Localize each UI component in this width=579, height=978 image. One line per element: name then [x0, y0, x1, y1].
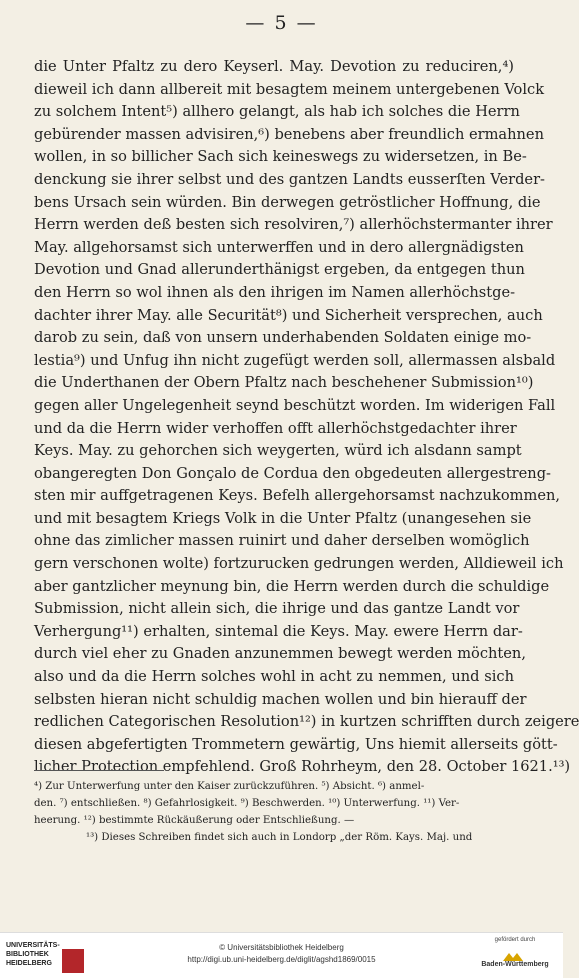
body-line: diesen abgefertigten Trommetern gewärtig, Uns hiemit allerseits gött-	[34, 735, 558, 753]
funded-by-text: gefördert durch	[494, 937, 536, 943]
library-name-line: BIBLIOTHEK	[6, 951, 49, 958]
body-line: gebürender massen advisiren,⁶) benebens aber freundlich ermahnen	[34, 125, 544, 143]
state-emblem-icon	[501, 951, 525, 963]
body-line: Submission, nicht allein sich, die ihrige und das gantze Landt vor	[34, 600, 520, 618]
library-footer	[0, 932, 563, 978]
footnote-line: heerung. ¹²) bestimmte Rückäußerung oder Entschließung. —	[34, 815, 355, 826]
funding-block	[475, 937, 555, 968]
footnotes	[34, 778, 514, 846]
body-line: wollen, in so billicher Sach sich keineswegs zu widersetzen, in Be-	[34, 148, 527, 166]
body-line: redlichen Categorischen Resolution¹²) in kurtzen schrifften durch zeigere	[34, 713, 579, 731]
body-line: Herrn werden deß besten sich resolviren,⁷) allerhöchstermanter ihrer	[34, 216, 553, 234]
body-line: licher Protection empfehlend. Groß Rohrheym, den 28. October 1621.¹³)	[34, 758, 571, 776]
body-line: Keys. May. zu gehorchen sich weygerten, würd ich alsdann sampt	[34, 442, 522, 460]
body-line: bens Ursach sein würden. Bin derwegen getröstlicher Hoffnung, die	[34, 193, 541, 211]
body-line: den Herrn so wol ihnen als den ihrigen im Namen allerhöchstge-	[34, 283, 516, 301]
body-line: May. allgehorsamst sich unterwerffen und in dero allergnädigsten	[34, 238, 524, 256]
body-line: dachter ihrer May. alle Securität⁸) und Sicherheit versprechen, auch	[34, 306, 543, 324]
body-line: gern verschonen wolte) fortzurucken gedrungen werden, Alldieweil ich	[34, 555, 564, 573]
body-line: sten mir auffgetragenen Keys. Befelh allergehorsamst nachzukommen,	[34, 487, 561, 505]
body-line: denckung sie ihrer selbst und des gantzen Landts eusserſten Verder-	[34, 170, 545, 188]
copyright-text: © Universitätsbibliothek Heidelberg	[219, 943, 344, 952]
footnote-line: ¹³) Dieses Schreiben findet sich auch in Londorp „der Röm. Kays. Maj. und	[86, 832, 473, 843]
page-number: — 5 —	[245, 12, 318, 34]
body-line: zu solchem Intent⁵) allhero gelangt, als hab ich solches die Herrn	[34, 103, 520, 121]
body-line: die Underthanen der Obern Pfaltz nach beschehener Submission¹⁰)	[34, 374, 534, 392]
body-line: obangeregten Don Gonçalo de Cordua den obgedeuten allergestreng-	[34, 464, 551, 482]
body-line: gegen aller Ungelegenheit seynd beschützt worden. Im widerigen Fall	[34, 396, 556, 414]
body-line: Verhergung¹¹) erhalten, sintemal die Keys. May. ewere Herrn dar-	[34, 622, 523, 640]
body-text	[34, 56, 579, 779]
source-url-link[interactable]: http://digi.ub.uni-heidelberg.de/diglit/agshd1869/0015	[187, 955, 376, 964]
body-line: Devotion und Gnad allerunderthänigst ergeben, da entgegen thun	[34, 261, 525, 279]
footnote-line: den. ⁷) entschließen. ⁸) Gefahrlosigkeit. ⁹) Beschwerden. ¹⁰) Unterwerfung. ¹¹) Ver-	[34, 798, 460, 809]
body-line: die Unter Pfaltz zu dero Keyserl. May. Devotion zu reduciren,⁴)	[34, 58, 514, 75]
body-line: ohne das zimlicher massen ruinirt und daher derselben womöglich	[34, 532, 530, 550]
footnote-divider	[34, 770, 164, 771]
library-name-line: HEIDELBERG	[6, 960, 52, 967]
body-line: selbsten hieran nicht schuldig machen wollen und bin hierauff der	[34, 690, 527, 708]
body-line: und mit besagtem Kriegs Volk in die Unter Pfaltz (unangesehen sie	[34, 509, 532, 527]
footnote-line: ⁴) Zur Unterwerfung unter den Kaiser zurückzuführen. ⁵) Absicht. ⁶) anmel-	[34, 781, 425, 792]
body-line: dieweil ich dann allbereit mit besagtem meinem untergebenen Volck	[34, 80, 545, 98]
body-line: aber gantzlicher meynung bin, die Herrn werden durch die schuldige	[34, 577, 550, 595]
body-line: lestia⁹) und Unfug ihn nicht zugefügt werden soll, allermassen alsbald	[34, 351, 556, 369]
body-line: durch viel eher zu Gnaden anzunemmen bewegt werden möchten,	[34, 645, 526, 663]
funding-state-text: Baden-Württemberg	[481, 961, 549, 968]
body-line: also und da die Herrn solches wohl in acht zu nemmen, und sich	[34, 668, 514, 686]
body-line: und da die Herrn wider verhoffen offt allerhöchstgedachter ihrer	[34, 419, 517, 437]
library-name-line: UNIVERSITÄTS-	[6, 942, 60, 949]
body-line: darob zu sein, daß von unsern underhabenden Soldaten einige mo-	[34, 329, 532, 347]
